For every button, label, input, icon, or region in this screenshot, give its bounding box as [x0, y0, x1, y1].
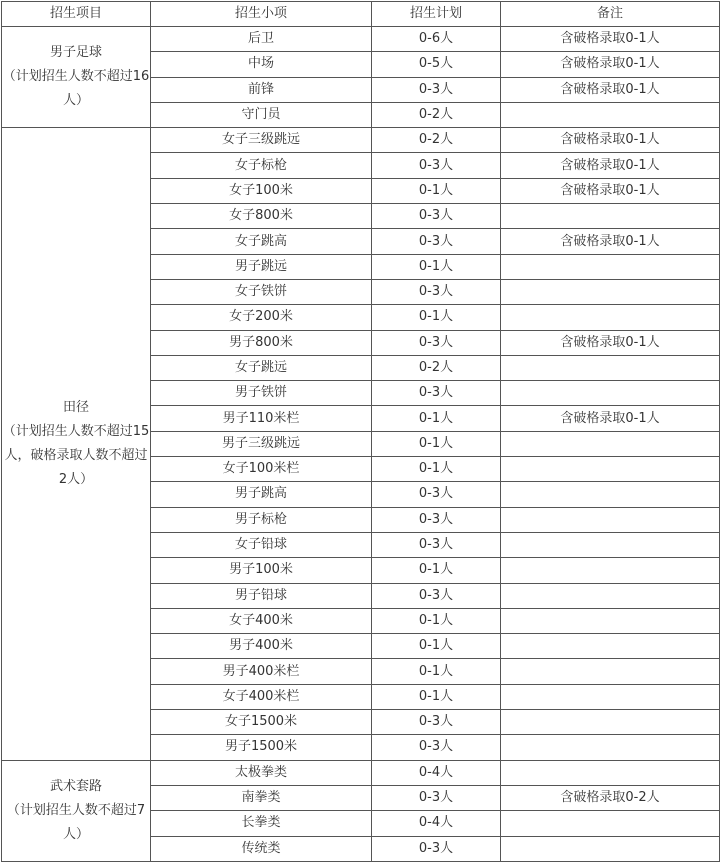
remark-cell: [501, 811, 720, 836]
plan-cell: 0-3人: [372, 735, 501, 760]
plan-cell: 0-1人: [372, 659, 501, 684]
item-cell: 男子800米: [151, 330, 372, 355]
plan-cell: 0-3人: [372, 785, 501, 810]
remark-cell: [501, 254, 720, 279]
item-cell: 女子200米: [151, 305, 372, 330]
remark-cell: 含破格录取0-1人: [501, 178, 720, 203]
item-cell: 后卫: [151, 27, 372, 52]
item-cell: 女子标枪: [151, 153, 372, 178]
plan-cell: 0-1人: [372, 684, 501, 709]
remark-cell: 含破格录取0-1人: [501, 27, 720, 52]
item-cell: 男子铁饼: [151, 381, 372, 406]
item-cell: 女子跳高: [151, 229, 372, 254]
remark-cell: [501, 836, 720, 861]
remark-cell: [501, 735, 720, 760]
header-item: 招生小项: [151, 2, 372, 27]
remark-cell: [501, 532, 720, 557]
item-cell: 男子400米栏: [151, 659, 372, 684]
project-cell: [2, 27, 151, 128]
item-cell: 男子标枪: [151, 507, 372, 532]
item-cell: 女子100米栏: [151, 457, 372, 482]
plan-cell: 0-3人: [372, 507, 501, 532]
plan-cell: 0-5人: [372, 52, 501, 77]
plan-cell: 0-3人: [372, 279, 501, 304]
plan-cell: 0-1人: [372, 634, 501, 659]
remark-cell: 含破格录取0-1人: [501, 128, 720, 153]
item-cell: 女子跳远: [151, 355, 372, 380]
header-project: 招生项目: [2, 2, 151, 27]
header-plan: 招生计划: [372, 2, 501, 27]
plan-cell: 0-3人: [372, 381, 501, 406]
item-cell: 长拳类: [151, 811, 372, 836]
remark-cell: 含破格录取0-1人: [501, 229, 720, 254]
project-cell: [2, 760, 151, 861]
plan-cell: 0-2人: [372, 355, 501, 380]
project-cell: [2, 128, 151, 760]
remark-cell: 含破格录取0-1人: [501, 153, 720, 178]
plan-cell: 0-4人: [372, 811, 501, 836]
remark-cell: [501, 102, 720, 127]
plan-cell: 0-3人: [372, 532, 501, 557]
item-cell: 中场: [151, 52, 372, 77]
project-note: （计划招生人数不超过7人）: [6, 802, 146, 842]
remark-cell: [501, 659, 720, 684]
plan-cell: 0-3人: [372, 330, 501, 355]
remark-cell: [501, 305, 720, 330]
remark-cell: [501, 381, 720, 406]
item-cell: 女子100米: [151, 178, 372, 203]
plan-cell: 0-6人: [372, 27, 501, 52]
plan-cell: 0-1人: [372, 254, 501, 279]
item-cell: 女子400米: [151, 608, 372, 633]
plan-cell: 0-1人: [372, 431, 501, 456]
plan-cell: 0-1人: [372, 406, 501, 431]
item-cell: 守门员: [151, 102, 372, 127]
project-name: 武术套路: [49, 778, 102, 794]
remark-cell: 含破格录取0-1人: [501, 52, 720, 77]
table-header: [2, 2, 720, 27]
remark-cell: [501, 457, 720, 482]
remark-cell: [501, 431, 720, 456]
plan-cell: 0-1人: [372, 178, 501, 203]
item-cell: 女子三级跳远: [151, 128, 372, 153]
plan-cell: 0-3人: [372, 583, 501, 608]
item-cell: 女子铁饼: [151, 279, 372, 304]
plan-cell: 0-1人: [372, 457, 501, 482]
header-row: [2, 2, 720, 27]
remark-cell: [501, 558, 720, 583]
item-cell: 男子1500米: [151, 735, 372, 760]
item-cell: 女子1500米: [151, 710, 372, 735]
plan-cell: 0-2人: [372, 128, 501, 153]
remark-cell: [501, 710, 720, 735]
table-row: [2, 760, 720, 785]
project-note: （计划招生人数不超过15人，破格录取人数不超过2人）: [2, 423, 150, 487]
remark-cell: [501, 204, 720, 229]
item-cell: 男子铅球: [151, 583, 372, 608]
remark-cell: [501, 482, 720, 507]
item-cell: 男子400米: [151, 634, 372, 659]
table-row: [2, 27, 720, 52]
remark-cell: [501, 507, 720, 532]
plan-cell: 0-1人: [372, 608, 501, 633]
plan-cell: 0-2人: [372, 102, 501, 127]
remark-cell: [501, 355, 720, 380]
plan-cell: 0-3人: [372, 204, 501, 229]
project-name: 田径: [62, 399, 89, 415]
remark-cell: [501, 760, 720, 785]
plan-cell: 0-1人: [372, 305, 501, 330]
project-name: 男子足球: [49, 45, 102, 61]
item-cell: 太极拳类: [151, 760, 372, 785]
item-cell: 女子铅球: [151, 532, 372, 557]
plan-cell: 0-4人: [372, 760, 501, 785]
project-note: （计划招生人数不超过16人）: [2, 69, 150, 109]
remark-cell: [501, 279, 720, 304]
plan-cell: 0-3人: [372, 229, 501, 254]
item-cell: 男子三级跳远: [151, 431, 372, 456]
plan-cell: 0-3人: [372, 836, 501, 861]
remark-cell: 含破格录取0-1人: [501, 330, 720, 355]
item-cell: 男子110米栏: [151, 406, 372, 431]
admissions-table: [1, 1, 720, 862]
plan-cell: 0-3人: [372, 710, 501, 735]
item-cell: 男子跳远: [151, 254, 372, 279]
plan-cell: 0-3人: [372, 482, 501, 507]
item-cell: 女子400米栏: [151, 684, 372, 709]
remark-cell: [501, 608, 720, 633]
plan-cell: 0-3人: [372, 77, 501, 102]
remark-cell: [501, 634, 720, 659]
remark-cell: 含破格录取0-2人: [501, 785, 720, 810]
header-remark: 备注: [501, 2, 720, 27]
item-cell: 传统类: [151, 836, 372, 861]
item-cell: 南拳类: [151, 785, 372, 810]
item-cell: 女子800米: [151, 204, 372, 229]
plan-cell: 0-1人: [372, 558, 501, 583]
table-body: [2, 27, 720, 862]
remark-cell: [501, 684, 720, 709]
item-cell: 男子100米: [151, 558, 372, 583]
remark-cell: 含破格录取0-1人: [501, 77, 720, 102]
plan-cell: 0-3人: [372, 153, 501, 178]
item-cell: 男子跳高: [151, 482, 372, 507]
table-row: [2, 128, 720, 153]
remark-cell: 含破格录取0-1人: [501, 406, 720, 431]
remark-cell: [501, 583, 720, 608]
item-cell: 前锋: [151, 77, 372, 102]
